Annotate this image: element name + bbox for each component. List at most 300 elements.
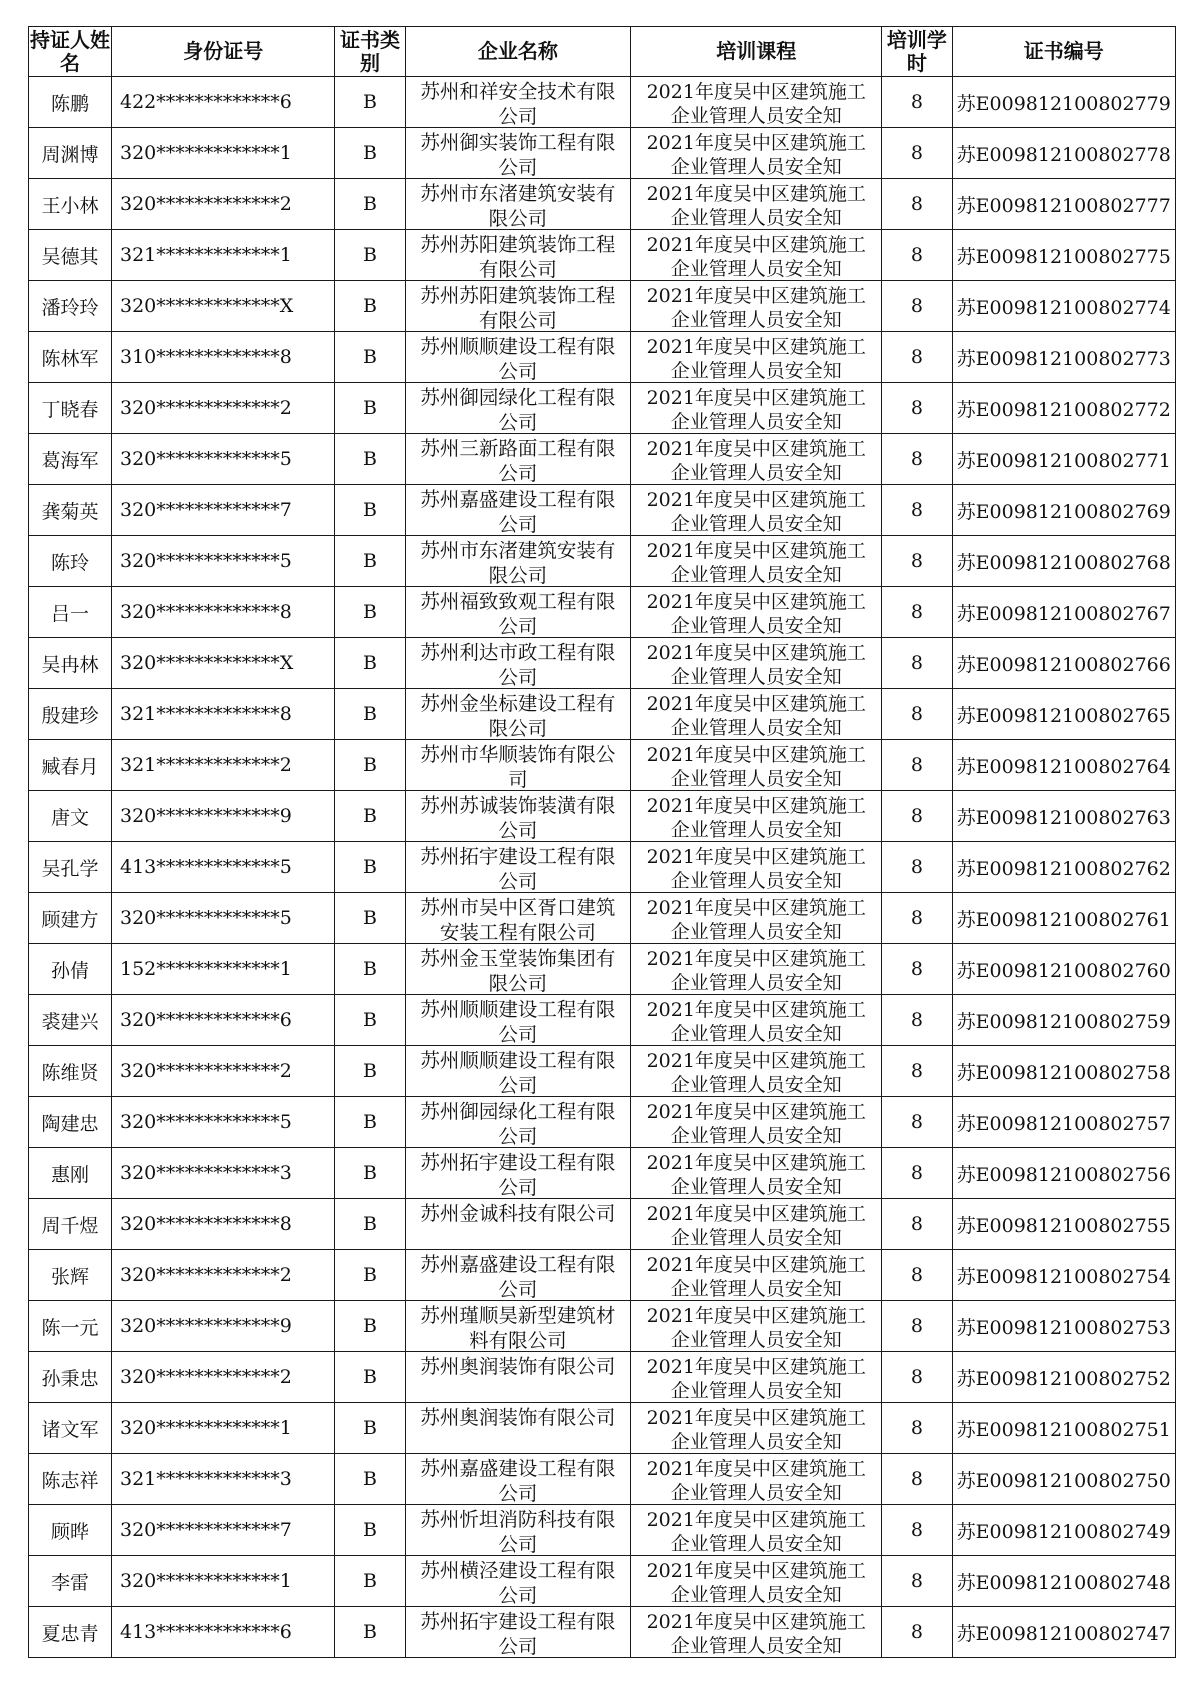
cell-course-text: 2021年度吴中区建筑施工企业管理人员安全知 xyxy=(646,285,866,331)
cell-course-text: 2021年度吴中区建筑施工企业管理人员安全知 xyxy=(646,846,866,892)
cell-course-text: 2021年度吴中区建筑施工企业管理人员安全知 xyxy=(646,1050,866,1096)
cell-hours: 8 xyxy=(882,1454,952,1505)
cell-name: 夏忠青 xyxy=(29,1607,112,1658)
cell-company-text: 苏州苏阳建筑装饰工程有限公司 xyxy=(420,233,616,280)
cell-course-text: 2021年度吴中区建筑施工企业管理人员安全知 xyxy=(646,1356,866,1402)
cell-name: 王小林 xyxy=(29,179,112,230)
cell-cert-no: 苏E009812100802766 xyxy=(952,638,1175,689)
cell-hours: 8 xyxy=(882,1046,952,1097)
cell-company xyxy=(405,230,631,281)
table-row xyxy=(29,179,1176,230)
cell-name: 顾晔 xyxy=(29,1505,112,1556)
cell-id-number: 320*************2 xyxy=(111,1352,334,1403)
cell-company xyxy=(405,1403,631,1454)
cell-id-number: 413*************5 xyxy=(111,842,334,893)
table-row xyxy=(29,995,1176,1046)
cell-company xyxy=(405,1352,631,1403)
table-body xyxy=(29,77,1176,1658)
cell-name: 陈林军 xyxy=(29,332,112,383)
cell-id-number: 320*************5 xyxy=(111,434,334,485)
cell-cert-no: 苏E009812100802757 xyxy=(952,1097,1175,1148)
cell-company-text: 苏州市华顺装饰有限公司 xyxy=(420,743,616,790)
cell-company-text: 苏州和祥安全技术有限公司 xyxy=(420,80,616,127)
header-name-label: 持证人姓名 xyxy=(29,27,110,75)
cell-company xyxy=(405,485,631,536)
cell-name: 吴德其 xyxy=(29,230,112,281)
cell-company xyxy=(405,893,631,944)
table-row xyxy=(29,893,1176,944)
cell-cert-type: B xyxy=(335,230,405,281)
cell-cert-type: B xyxy=(335,1556,405,1607)
header-hours-label: 培训学时 xyxy=(886,27,947,75)
cell-id-number: 321*************3 xyxy=(111,1454,334,1505)
cell-name: 裘建兴 xyxy=(29,995,112,1046)
cell-name: 李雷 xyxy=(29,1556,112,1607)
cell-cert-type: B xyxy=(335,1199,405,1250)
cell-course xyxy=(631,1301,882,1352)
cell-hours: 8 xyxy=(882,842,952,893)
table-row xyxy=(29,1199,1176,1250)
cell-company-text: 苏州奥润装饰有限公司 xyxy=(420,1355,616,1378)
cell-company xyxy=(405,383,631,434)
cell-hours: 8 xyxy=(882,1301,952,1352)
cell-company-text: 苏州苏诚装饰装潢有限公司 xyxy=(420,794,616,841)
cell-hours: 8 xyxy=(882,1352,952,1403)
cell-cert-no: 苏E009812100802749 xyxy=(952,1505,1175,1556)
cell-name: 陶建忠 xyxy=(29,1097,112,1148)
table-row xyxy=(29,791,1176,842)
cell-cert-type: B xyxy=(335,485,405,536)
cell-course-text: 2021年度吴中区建筑施工企业管理人员安全知 xyxy=(646,438,866,484)
table-row xyxy=(29,1097,1176,1148)
table-row xyxy=(29,77,1176,128)
cell-course xyxy=(631,1403,882,1454)
header-name xyxy=(29,27,112,77)
cell-id-number: 320*************1 xyxy=(111,128,334,179)
cell-course-text: 2021年度吴中区建筑施工企业管理人员安全知 xyxy=(646,693,866,739)
cell-company xyxy=(405,1505,631,1556)
cell-hours: 8 xyxy=(882,791,952,842)
cell-cert-type: B xyxy=(335,1148,405,1199)
cell-name: 丁晓春 xyxy=(29,383,112,434)
cell-course xyxy=(631,332,882,383)
cell-course xyxy=(631,383,882,434)
cell-company-text: 苏州奥润装饰有限公司 xyxy=(420,1406,616,1429)
cell-cert-type: B xyxy=(335,1607,405,1658)
header-cert-no: 证书编号 xyxy=(952,27,1175,77)
cell-company-text: 苏州利达市政工程有限公司 xyxy=(420,641,616,688)
cell-company xyxy=(405,689,631,740)
cell-company-text: 苏州市吴中区胥口建筑安装工程有限公司 xyxy=(420,896,616,943)
header-course: 培训课程 xyxy=(631,27,882,77)
cell-company xyxy=(405,77,631,128)
cell-hours: 8 xyxy=(882,1250,952,1301)
cell-course xyxy=(631,842,882,893)
cell-course-text: 2021年度吴中区建筑施工企业管理人员安全知 xyxy=(646,132,866,178)
cell-cert-no: 苏E009812100802767 xyxy=(952,587,1175,638)
cell-course-text: 2021年度吴中区建筑施工企业管理人员安全知 xyxy=(646,897,866,943)
table-row xyxy=(29,638,1176,689)
cell-name: 葛海军 xyxy=(29,434,112,485)
cell-hours: 8 xyxy=(882,893,952,944)
cell-hours: 8 xyxy=(882,485,952,536)
cell-company xyxy=(405,1607,631,1658)
cell-id-number: 320*************2 xyxy=(111,383,334,434)
cell-company xyxy=(405,281,631,332)
cell-company xyxy=(405,638,631,689)
cell-cert-no: 苏E009812100802748 xyxy=(952,1556,1175,1607)
cell-course xyxy=(631,536,882,587)
cell-hours: 8 xyxy=(882,230,952,281)
cell-hours: 8 xyxy=(882,128,952,179)
cell-course-text: 2021年度吴中区建筑施工企业管理人员安全知 xyxy=(646,1458,866,1504)
cell-cert-type: B xyxy=(335,587,405,638)
cell-course xyxy=(631,434,882,485)
cell-hours: 8 xyxy=(882,1505,952,1556)
cell-company-text: 苏州顺顺建设工程有限公司 xyxy=(420,998,616,1045)
cell-course xyxy=(631,995,882,1046)
cell-id-number: 422*************6 xyxy=(111,77,334,128)
cell-hours: 8 xyxy=(882,944,952,995)
cell-cert-type: B xyxy=(335,128,405,179)
cell-course-text: 2021年度吴中区建筑施工企业管理人员安全知 xyxy=(646,489,866,535)
cell-hours: 8 xyxy=(882,179,952,230)
cell-cert-no: 苏E009812100802753 xyxy=(952,1301,1175,1352)
cell-company-text: 苏州金玉堂装饰集团有限公司 xyxy=(420,947,616,994)
cell-id-number: 310*************8 xyxy=(111,332,334,383)
cell-company xyxy=(405,842,631,893)
cell-course xyxy=(631,638,882,689)
cell-cert-no: 苏E009812100802774 xyxy=(952,281,1175,332)
cell-cert-type: B xyxy=(335,281,405,332)
cell-name: 周渊博 xyxy=(29,128,112,179)
cell-id-number: 320*************5 xyxy=(111,536,334,587)
table-row xyxy=(29,842,1176,893)
cell-id-number: 320*************1 xyxy=(111,1403,334,1454)
cell-id-number: 320*************X xyxy=(111,638,334,689)
cell-cert-type: B xyxy=(335,740,405,791)
cell-cert-type: B xyxy=(335,689,405,740)
header-row xyxy=(29,27,1176,77)
cell-name: 孙倩 xyxy=(29,944,112,995)
cell-course xyxy=(631,77,882,128)
cell-course xyxy=(631,1148,882,1199)
cell-name: 臧春月 xyxy=(29,740,112,791)
cell-hours: 8 xyxy=(882,536,952,587)
cell-company xyxy=(405,179,631,230)
cell-hours: 8 xyxy=(882,740,952,791)
cell-course-text: 2021年度吴中区建筑施工企业管理人员安全知 xyxy=(646,540,866,586)
cell-name: 陈志祥 xyxy=(29,1454,112,1505)
cell-course xyxy=(631,485,882,536)
cell-id-number: 320*************5 xyxy=(111,1097,334,1148)
cell-course xyxy=(631,740,882,791)
cell-cert-type: B xyxy=(335,638,405,689)
cell-cert-type: B xyxy=(335,1352,405,1403)
table-row xyxy=(29,689,1176,740)
cell-name: 唐文 xyxy=(29,791,112,842)
table-row xyxy=(29,1505,1176,1556)
cell-company xyxy=(405,1556,631,1607)
cell-company-text: 苏州金诚科技有限公司 xyxy=(420,1202,616,1225)
cell-company xyxy=(405,1097,631,1148)
cell-course xyxy=(631,230,882,281)
cell-id-number: 320*************6 xyxy=(111,995,334,1046)
cell-course-text: 2021年度吴中区建筑施工企业管理人员安全知 xyxy=(646,387,866,433)
cell-name: 龚菊英 xyxy=(29,485,112,536)
cell-cert-type: B xyxy=(335,536,405,587)
cell-company xyxy=(405,944,631,995)
cell-hours: 8 xyxy=(882,434,952,485)
cell-cert-no: 苏E009812100802761 xyxy=(952,893,1175,944)
cell-id-number: 321*************1 xyxy=(111,230,334,281)
cell-id-number: 320*************9 xyxy=(111,791,334,842)
cell-cert-no: 苏E009812100802750 xyxy=(952,1454,1175,1505)
cell-cert-type: B xyxy=(335,944,405,995)
table-row xyxy=(29,1607,1176,1658)
cell-course xyxy=(631,689,882,740)
cell-company-text: 苏州拓宇建设工程有限公司 xyxy=(420,1151,616,1198)
cell-course-text: 2021年度吴中区建筑施工企业管理人员安全知 xyxy=(646,1203,866,1249)
table-row xyxy=(29,1403,1176,1454)
table-row xyxy=(29,230,1176,281)
cell-course-text: 2021年度吴中区建筑施工企业管理人员安全知 xyxy=(646,1101,866,1147)
cell-company-text: 苏州嘉盛建设工程有限公司 xyxy=(420,1253,616,1300)
cell-course xyxy=(631,791,882,842)
cell-id-number: 320*************1 xyxy=(111,1556,334,1607)
cell-hours: 8 xyxy=(882,1607,952,1658)
cell-course xyxy=(631,281,882,332)
cell-id-number: 320*************8 xyxy=(111,587,334,638)
cell-id-number: 320*************2 xyxy=(111,179,334,230)
cell-hours: 8 xyxy=(882,1403,952,1454)
cell-company xyxy=(405,128,631,179)
cell-cert-type: B xyxy=(335,1301,405,1352)
cell-id-number: 320*************3 xyxy=(111,1148,334,1199)
cell-name: 孙秉忠 xyxy=(29,1352,112,1403)
cell-company xyxy=(405,1046,631,1097)
cell-course-text: 2021年度吴中区建筑施工企业管理人员安全知 xyxy=(646,642,866,688)
cell-company-text: 苏州市东渚建筑安装有限公司 xyxy=(420,182,616,229)
cell-name: 陈维贤 xyxy=(29,1046,112,1097)
cell-cert-no: 苏E009812100802751 xyxy=(952,1403,1175,1454)
cell-course-text: 2021年度吴中区建筑施工企业管理人员安全知 xyxy=(646,183,866,229)
table-row xyxy=(29,332,1176,383)
cell-company xyxy=(405,1250,631,1301)
cell-cert-no: 苏E009812100802778 xyxy=(952,128,1175,179)
cell-name: 诸文军 xyxy=(29,1403,112,1454)
cell-cert-type: B xyxy=(335,179,405,230)
cell-cert-type: B xyxy=(335,434,405,485)
cell-cert-no: 苏E009812100802779 xyxy=(952,77,1175,128)
cell-course xyxy=(631,1607,882,1658)
cell-cert-no: 苏E009812100802756 xyxy=(952,1148,1175,1199)
cell-course-text: 2021年度吴中区建筑施工企业管理人员安全知 xyxy=(646,999,866,1045)
cell-id-number: 321*************8 xyxy=(111,689,334,740)
cell-hours: 8 xyxy=(882,383,952,434)
table-row xyxy=(29,1454,1176,1505)
cell-cert-type: B xyxy=(335,77,405,128)
table-row xyxy=(29,1556,1176,1607)
cell-hours: 8 xyxy=(882,332,952,383)
cell-course xyxy=(631,1352,882,1403)
cell-hours: 8 xyxy=(882,1148,952,1199)
cell-company-text: 苏州御园绿化工程有限公司 xyxy=(420,386,616,433)
cell-course xyxy=(631,1556,882,1607)
cell-course-text: 2021年度吴中区建筑施工企业管理人员安全知 xyxy=(646,1560,866,1606)
cell-cert-type: B xyxy=(335,332,405,383)
cell-company-text: 苏州三新路面工程有限公司 xyxy=(420,437,616,484)
table-row xyxy=(29,740,1176,791)
cell-cert-type: B xyxy=(335,842,405,893)
table-row xyxy=(29,1352,1176,1403)
cell-cert-type: B xyxy=(335,893,405,944)
cell-id-number: 320*************7 xyxy=(111,1505,334,1556)
cell-id-number: 321*************2 xyxy=(111,740,334,791)
cell-cert-no: 苏E009812100802771 xyxy=(952,434,1175,485)
cell-company-text: 苏州嘉盛建设工程有限公司 xyxy=(420,488,616,535)
cell-course-text: 2021年度吴中区建筑施工企业管理人员安全知 xyxy=(646,744,866,790)
cell-course-text: 2021年度吴中区建筑施工企业管理人员安全知 xyxy=(646,1305,866,1351)
cell-company-text: 苏州嘉盛建设工程有限公司 xyxy=(420,1457,616,1504)
table-row xyxy=(29,587,1176,638)
cell-id-number: 320*************2 xyxy=(111,1250,334,1301)
cell-cert-type: B xyxy=(335,1046,405,1097)
cell-company-text: 苏州拓宇建设工程有限公司 xyxy=(420,1610,616,1657)
cell-company-text: 苏州横泾建设工程有限公司 xyxy=(420,1559,616,1606)
cell-course-text: 2021年度吴中区建筑施工企业管理人员安全知 xyxy=(646,591,866,637)
certificate-table xyxy=(28,26,1176,1658)
cell-hours: 8 xyxy=(882,1199,952,1250)
cell-company-text: 苏州顺顺建设工程有限公司 xyxy=(420,1049,616,1096)
header-cert-type-label: 证书类别 xyxy=(340,27,401,75)
cell-course xyxy=(631,1250,882,1301)
cell-course xyxy=(631,893,882,944)
cell-course-text: 2021年度吴中区建筑施工企业管理人员安全知 xyxy=(646,948,866,994)
cell-name: 陈一元 xyxy=(29,1301,112,1352)
cell-course-text: 2021年度吴中区建筑施工企业管理人员安全知 xyxy=(646,1254,866,1300)
cell-course-text: 2021年度吴中区建筑施工企业管理人员安全知 xyxy=(646,336,866,382)
cell-company xyxy=(405,1454,631,1505)
cell-company-text: 苏州御实装饰工程有限公司 xyxy=(420,131,616,178)
cell-course xyxy=(631,1097,882,1148)
cell-cert-no: 苏E009812100802759 xyxy=(952,995,1175,1046)
cell-cert-type: B xyxy=(335,1097,405,1148)
cell-course xyxy=(631,1454,882,1505)
cell-cert-type: B xyxy=(335,1403,405,1454)
cell-course xyxy=(631,128,882,179)
cell-course xyxy=(631,1046,882,1097)
header-cert-type xyxy=(335,27,405,77)
header-id-number: 身份证号 xyxy=(111,27,334,77)
cell-cert-no: 苏E009812100802773 xyxy=(952,332,1175,383)
cell-cert-no: 苏E009812100802760 xyxy=(952,944,1175,995)
cell-id-number: 320*************9 xyxy=(111,1301,334,1352)
cell-cert-no: 苏E009812100802777 xyxy=(952,179,1175,230)
table-row xyxy=(29,485,1176,536)
table-row xyxy=(29,434,1176,485)
cell-cert-no: 苏E009812100802755 xyxy=(952,1199,1175,1250)
cell-course-text: 2021年度吴中区建筑施工企业管理人员安全知 xyxy=(646,1152,866,1198)
cell-company xyxy=(405,791,631,842)
cell-id-number: 320*************X xyxy=(111,281,334,332)
cell-course xyxy=(631,1505,882,1556)
cell-hours: 8 xyxy=(882,281,952,332)
cell-cert-no: 苏E009812100802769 xyxy=(952,485,1175,536)
table-row xyxy=(29,128,1176,179)
cell-cert-no: 苏E009812100802762 xyxy=(952,842,1175,893)
header-hours xyxy=(882,27,952,77)
cell-course-text: 2021年度吴中区建筑施工企业管理人员安全知 xyxy=(646,234,866,280)
cell-company-text: 苏州顺顺建设工程有限公司 xyxy=(420,335,616,382)
cell-hours: 8 xyxy=(882,1097,952,1148)
cell-company xyxy=(405,1199,631,1250)
cell-course xyxy=(631,179,882,230)
cell-course-text: 2021年度吴中区建筑施工企业管理人员安全知 xyxy=(646,1611,866,1657)
cell-company xyxy=(405,332,631,383)
cell-id-number: 320*************2 xyxy=(111,1046,334,1097)
cell-cert-no: 苏E009812100802772 xyxy=(952,383,1175,434)
cell-company xyxy=(405,740,631,791)
cell-company xyxy=(405,995,631,1046)
cell-name: 陈玲 xyxy=(29,536,112,587)
table-row xyxy=(29,1301,1176,1352)
cell-cert-type: B xyxy=(335,1454,405,1505)
table-row xyxy=(29,281,1176,332)
table-row xyxy=(29,944,1176,995)
cell-cert-no: 苏E009812100802754 xyxy=(952,1250,1175,1301)
cell-company-text: 苏州拓宇建设工程有限公司 xyxy=(420,845,616,892)
cell-name: 惠刚 xyxy=(29,1148,112,1199)
cell-cert-no: 苏E009812100802764 xyxy=(952,740,1175,791)
cell-company-text: 苏州瑾顺昊新型建筑材料有限公司 xyxy=(420,1304,616,1351)
cell-company xyxy=(405,1301,631,1352)
cell-hours: 8 xyxy=(882,638,952,689)
cell-company xyxy=(405,536,631,587)
cell-cert-type: B xyxy=(335,791,405,842)
cell-name: 张辉 xyxy=(29,1250,112,1301)
cell-company-text: 苏州金坐标建设工程有限公司 xyxy=(420,692,616,739)
cell-company xyxy=(405,1148,631,1199)
cell-cert-no: 苏E009812100802758 xyxy=(952,1046,1175,1097)
cell-course-text: 2021年度吴中区建筑施工企业管理人员安全知 xyxy=(646,81,866,127)
cell-course-text: 2021年度吴中区建筑施工企业管理人员安全知 xyxy=(646,1407,866,1453)
cell-name: 周千煜 xyxy=(29,1199,112,1250)
cell-id-number: 320*************8 xyxy=(111,1199,334,1250)
cell-name: 陈鹏 xyxy=(29,77,112,128)
cell-company-text: 苏州苏阳建筑装饰工程有限公司 xyxy=(420,284,616,331)
cell-hours: 8 xyxy=(882,689,952,740)
table-header xyxy=(29,27,1176,77)
cell-course xyxy=(631,1199,882,1250)
cell-cert-no: 苏E009812100802747 xyxy=(952,1607,1175,1658)
cell-name: 顾建方 xyxy=(29,893,112,944)
cell-course-text: 2021年度吴中区建筑施工企业管理人员安全知 xyxy=(646,1509,866,1555)
cell-hours: 8 xyxy=(882,995,952,1046)
cell-cert-no: 苏E009812100802775 xyxy=(952,230,1175,281)
cell-name: 殷建珍 xyxy=(29,689,112,740)
cell-course-text: 2021年度吴中区建筑施工企业管理人员安全知 xyxy=(646,795,866,841)
cell-name: 潘玲玲 xyxy=(29,281,112,332)
table-row xyxy=(29,1148,1176,1199)
table-row xyxy=(29,536,1176,587)
cell-company-text: 苏州市东渚建筑安装有限公司 xyxy=(420,539,616,586)
cell-id-number: 152*************1 xyxy=(111,944,334,995)
cell-cert-no: 苏E009812100802763 xyxy=(952,791,1175,842)
cell-course xyxy=(631,944,882,995)
cell-name: 吴孔学 xyxy=(29,842,112,893)
cell-cert-type: B xyxy=(335,383,405,434)
